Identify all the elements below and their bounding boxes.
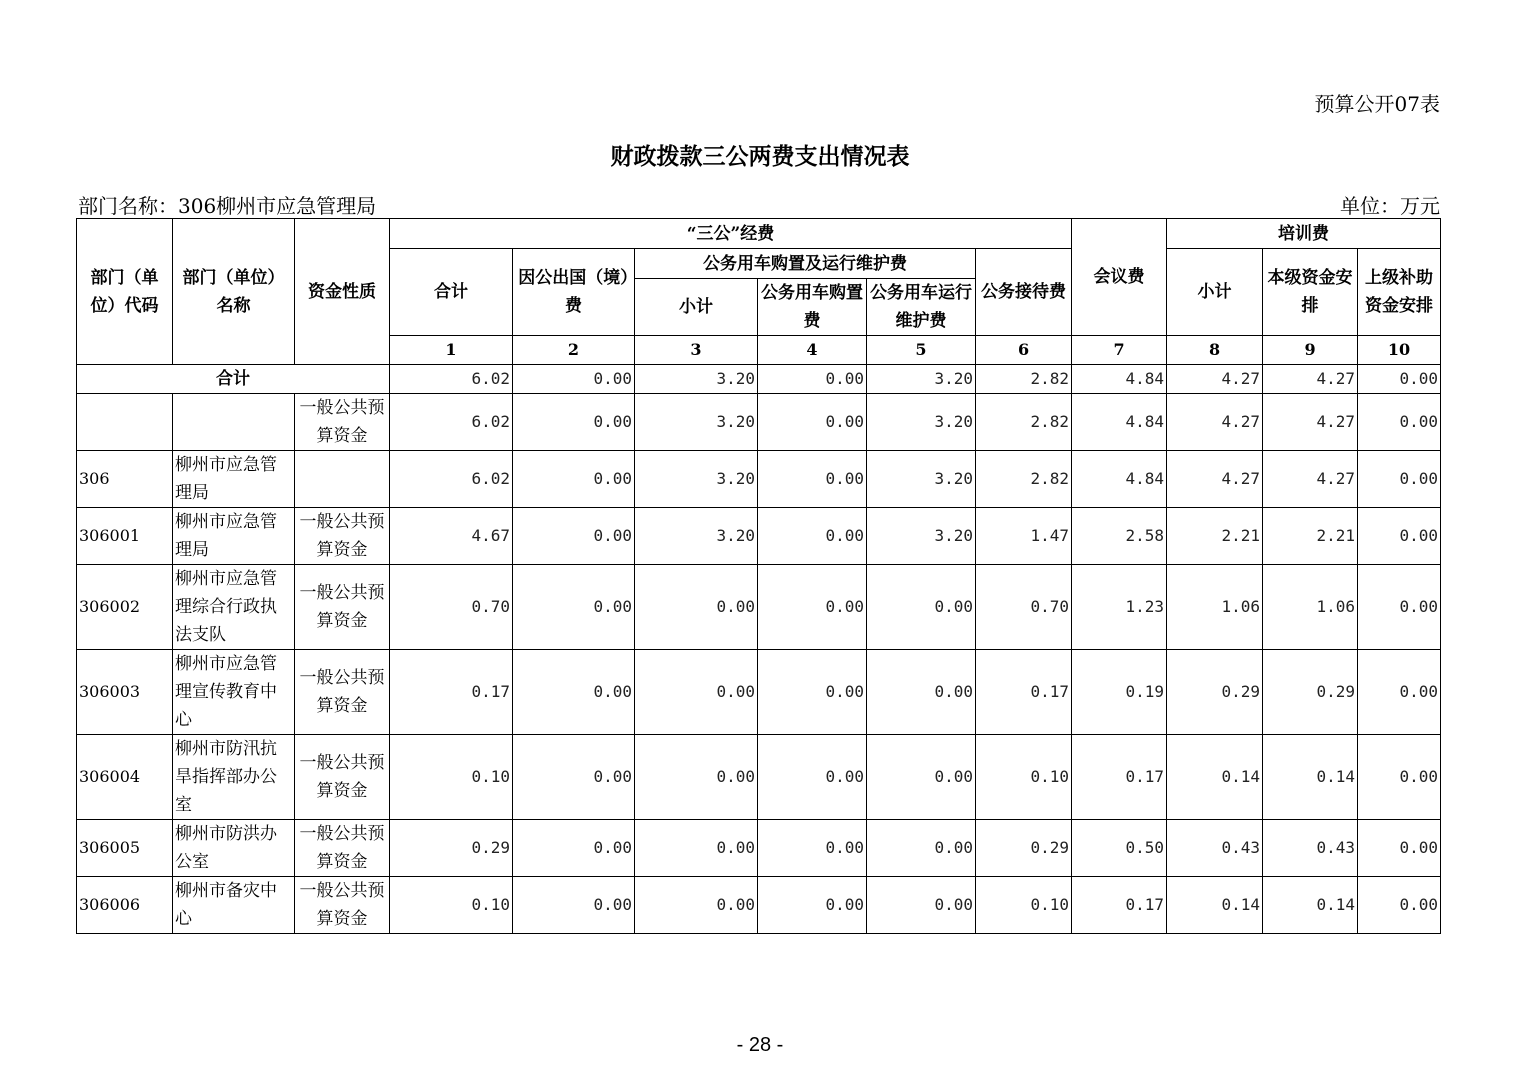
total-cell: 4.27: [1263, 365, 1358, 394]
row-value: 3.20: [635, 508, 758, 565]
row-value: 0.00: [513, 735, 635, 820]
row-value: 0.70: [976, 565, 1072, 650]
row-value: 0.00: [635, 877, 758, 934]
budget-table: [76, 218, 1441, 934]
total-cell: 0.00: [513, 365, 635, 394]
row-value: 0.50: [1072, 820, 1167, 877]
row-value: 0.43: [1167, 820, 1263, 877]
row-value: 0.29: [976, 820, 1072, 877]
total-cell: 3.20: [867, 365, 976, 394]
row-value: 0.43: [1263, 820, 1358, 877]
row-name: 柳州市应急管理宣传教育中心: [173, 650, 295, 735]
row-value: 6.02: [390, 394, 513, 451]
row-value: 4.27: [1263, 394, 1358, 451]
row-value: 0.00: [758, 394, 867, 451]
row-value: 0.17: [1072, 735, 1167, 820]
row-value: 0.00: [867, 820, 976, 877]
row-value: 4.67: [390, 508, 513, 565]
row-value: 0.29: [1167, 650, 1263, 735]
row-value: 0.00: [1358, 565, 1441, 650]
row-value: 0.17: [390, 650, 513, 735]
header-train-subtotal: 小计: [1167, 249, 1263, 336]
header-code: 部门（单位）代码: [77, 219, 173, 365]
row-value: 0.00: [513, 820, 635, 877]
row-name: 柳州市防洪办公室: [173, 820, 295, 877]
row-value: 0.00: [867, 735, 976, 820]
row-value: 0.00: [758, 508, 867, 565]
row-value: 1.23: [1072, 565, 1167, 650]
page-number: - 28 -: [736, 1034, 784, 1056]
header-total: 合计: [390, 249, 513, 336]
row-value: 0.00: [1358, 877, 1441, 934]
col-number: 2: [513, 336, 635, 365]
row-name: 柳州市应急管理局: [173, 451, 295, 508]
row-value: 0.00: [513, 650, 635, 735]
row-code: 306006: [77, 877, 173, 934]
row-value: 0.17: [976, 650, 1072, 735]
col-number: 1: [390, 336, 513, 365]
row-value: 2.82: [976, 394, 1072, 451]
row-value: 0.00: [867, 650, 976, 735]
row-value: 0.29: [390, 820, 513, 877]
row-value: 0.19: [1072, 650, 1167, 735]
row-value: 0.00: [1358, 394, 1441, 451]
row-value: 0.00: [513, 508, 635, 565]
row-fund: [295, 451, 390, 508]
department-label: 部门名称：306柳州市应急管理局: [78, 194, 377, 218]
total-cell: 4.27: [1167, 365, 1263, 394]
row-code: 306002: [77, 565, 173, 650]
row-value: 0.17: [1072, 877, 1167, 934]
header-fund: 资金性质: [295, 219, 390, 365]
row-value: 0.00: [1358, 451, 1441, 508]
table-row: [77, 820, 1441, 877]
total-cell: 2.82: [976, 365, 1072, 394]
row-name: 柳州市备灾中心: [173, 877, 295, 934]
row-value: 3.20: [867, 508, 976, 565]
row-value: 0.10: [390, 735, 513, 820]
row-value: 0.10: [390, 877, 513, 934]
row-value: 0.00: [758, 650, 867, 735]
row-fund: 一般公共预算资金: [295, 735, 390, 820]
row-value: 0.00: [1358, 650, 1441, 735]
col-number: 3: [635, 336, 758, 365]
col-number: 9: [1263, 336, 1358, 365]
row-value: 2.82: [976, 451, 1072, 508]
row-value: 2.21: [1167, 508, 1263, 565]
row-code: 306001: [77, 508, 173, 565]
table-row: [77, 877, 1441, 934]
row-value: 3.20: [867, 394, 976, 451]
row-value: 0.14: [1263, 735, 1358, 820]
row-value: 0.00: [635, 565, 758, 650]
row-value: 0.00: [513, 877, 635, 934]
row-value: 3.20: [867, 451, 976, 508]
row-value: 0.14: [1263, 877, 1358, 934]
row-value: 3.20: [635, 451, 758, 508]
row-value: 0.70: [390, 565, 513, 650]
row-fund: 一般公共预算资金: [295, 650, 390, 735]
header-car-purchase: 公务用车购置费: [758, 279, 867, 336]
form-number: 预算公开07表: [1314, 92, 1440, 116]
row-code: 306005: [77, 820, 173, 877]
col-number: 5: [867, 336, 976, 365]
unit-label: 单位：万元: [1340, 194, 1440, 218]
row-value: 4.84: [1072, 451, 1167, 508]
row-value: 6.02: [390, 451, 513, 508]
total-cell: 0.00: [1358, 365, 1441, 394]
table-row: [77, 394, 1441, 451]
table-row: [77, 565, 1441, 650]
row-value: 0.00: [513, 394, 635, 451]
header-reception: 公务接待费: [976, 249, 1072, 336]
header-abroad: 因公出国（境）费: [513, 249, 635, 336]
col-number: 8: [1167, 336, 1263, 365]
row-value: 0.00: [867, 565, 976, 650]
col-number: 7: [1072, 336, 1167, 365]
row-value: 4.27: [1167, 451, 1263, 508]
table-row: [77, 451, 1441, 508]
row-value: 0.00: [635, 735, 758, 820]
row-code: 306004: [77, 735, 173, 820]
col-number: 10: [1358, 336, 1441, 365]
row-name: 柳州市应急管理局: [173, 508, 295, 565]
header-training: 培训费: [1167, 219, 1441, 249]
row-name: 柳州市应急管理综合行政执法支队: [173, 565, 295, 650]
row-value: 0.00: [758, 735, 867, 820]
total-label: 合计: [77, 365, 390, 394]
total-cell: 6.02: [390, 365, 513, 394]
row-name: 柳州市防汛抗旱指挥部办公室: [173, 735, 295, 820]
row-value: 0.10: [976, 877, 1072, 934]
row-name: [173, 394, 295, 451]
total-cell: 4.84: [1072, 365, 1167, 394]
row-code: 306003: [77, 650, 173, 735]
header-train-upper: 上级补助资金安排: [1358, 249, 1441, 336]
row-value: 4.27: [1263, 451, 1358, 508]
row-value: 4.27: [1167, 394, 1263, 451]
table-row: [77, 650, 1441, 735]
row-value: 1.06: [1263, 565, 1358, 650]
header-car-maint: 公务用车运行维护费: [867, 279, 976, 336]
row-value: 0.00: [635, 650, 758, 735]
row-fund: 一般公共预算资金: [295, 394, 390, 451]
row-value: 0.00: [758, 565, 867, 650]
row-value: 0.00: [1358, 735, 1441, 820]
row-value: 0.29: [1263, 650, 1358, 735]
row-fund: 一般公共预算资金: [295, 565, 390, 650]
table-row: [77, 735, 1441, 820]
row-value: 0.14: [1167, 735, 1263, 820]
row-value: 0.00: [1358, 820, 1441, 877]
total-cell: 0.00: [758, 365, 867, 394]
header-train-local: 本级资金安排: [1263, 249, 1358, 336]
row-fund: 一般公共预算资金: [295, 508, 390, 565]
row-value: 0.00: [1358, 508, 1441, 565]
header-sangong: “三公”经费: [390, 219, 1072, 249]
row-value: 0.14: [1167, 877, 1263, 934]
row-code: 306: [77, 451, 173, 508]
row-fund: 一般公共预算资金: [295, 877, 390, 934]
row-value: 2.58: [1072, 508, 1167, 565]
row-value: 0.00: [867, 877, 976, 934]
page-title: 财政拨款三公两费支出情况表: [610, 143, 910, 170]
row-code: [77, 394, 173, 451]
row-value: 4.84: [1072, 394, 1167, 451]
col-number: 4: [758, 336, 867, 365]
row-value: 0.00: [513, 565, 635, 650]
header-meeting: 会议费: [1072, 219, 1167, 336]
row-value: 1.06: [1167, 565, 1263, 650]
header-car-subtotal: 小计: [635, 279, 758, 336]
header-name: 部门（单位）名称: [173, 219, 295, 365]
col-number: 6: [976, 336, 1072, 365]
row-value: 0.00: [513, 451, 635, 508]
row-value: 1.47: [976, 508, 1072, 565]
table-row: [77, 508, 1441, 565]
row-value: 0.10: [976, 735, 1072, 820]
row-value: 0.00: [635, 820, 758, 877]
row-value: 0.00: [758, 877, 867, 934]
row-value: 0.00: [758, 451, 867, 508]
total-cell: 3.20: [635, 365, 758, 394]
row-fund: 一般公共预算资金: [295, 820, 390, 877]
row-value: 0.00: [758, 820, 867, 877]
row-value: 2.21: [1263, 508, 1358, 565]
header-car-group: 公务用车购置及运行维护费: [635, 249, 976, 279]
total-row: [77, 365, 1441, 394]
row-value: 3.20: [635, 394, 758, 451]
